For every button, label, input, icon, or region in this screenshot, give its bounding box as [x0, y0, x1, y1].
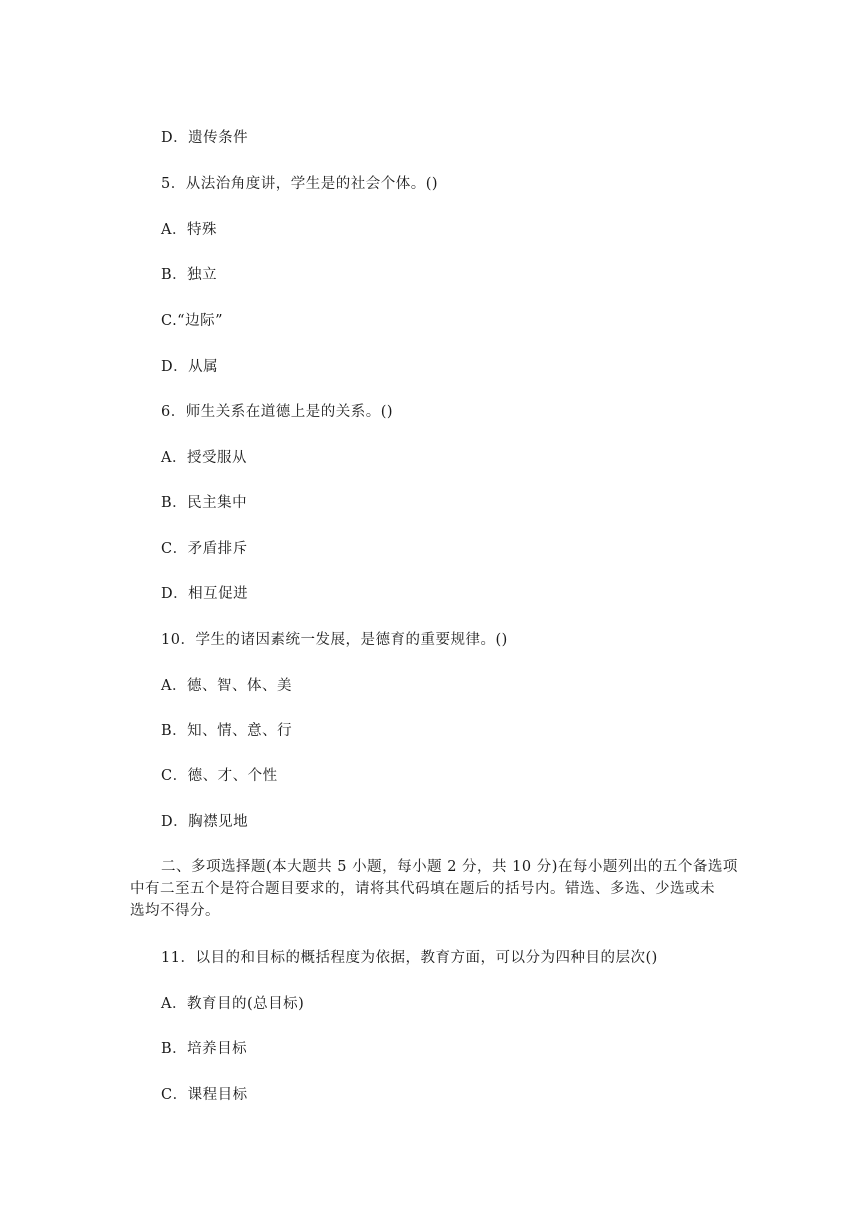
option-b: B．民主集中 — [161, 495, 248, 511]
question-5: 5．从法治角度讲，学生是的社会个体。() — [161, 176, 439, 192]
option-d: D．从属 — [161, 359, 219, 375]
option-d-genetic-conditions: D．遗传条件 — [161, 130, 249, 146]
section-line: 二、多项选择题(本大题共 5 小题，每小题 2 分，共 10 分)在每小题列出的五个备选项 — [161, 859, 738, 875]
option-a: A．教育目的(总目标) — [161, 996, 305, 1012]
option-b: B．知、情、意、行 — [161, 723, 293, 739]
option-d: D．胸襟见地 — [161, 814, 249, 830]
option-a: A．德、智、体、美 — [161, 678, 292, 694]
option-a: A．授受服从 — [161, 450, 247, 466]
question-10: 10．学生的诸因素统一发展，是德育的重要规律。() — [161, 632, 508, 648]
option-c: C.“边际” — [161, 313, 224, 329]
question-6: 6．师生关系在道德上是的关系。() — [161, 404, 394, 420]
question-11: 11．以目的和目标的概括程度为依据，教育方面，可以分为四种目的层次() — [161, 950, 658, 966]
option-a: A．特殊 — [161, 222, 217, 238]
option-b: B．培养目标 — [161, 1041, 248, 1057]
option-d: D．相互促进 — [161, 586, 249, 602]
section-heading-multiple-choice — [130, 856, 740, 922]
option-c: C．课程目标 — [161, 1087, 248, 1103]
option-c: C．矛盾排斥 — [161, 541, 248, 557]
section-line: 中有二至五个是符合题目要求的，请将其代码填在题后的括号内。错选、多选、少选或未 — [130, 881, 715, 897]
option-b: B．独立 — [161, 267, 218, 283]
option-c: C．德、才、个性 — [161, 768, 278, 784]
section-line: 选均不得分。 — [130, 903, 220, 919]
